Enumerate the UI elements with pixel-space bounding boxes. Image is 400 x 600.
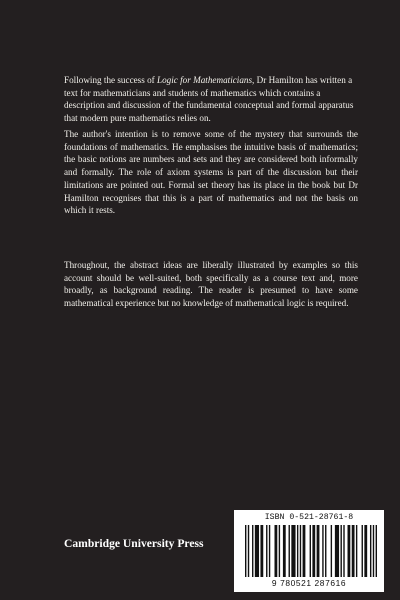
isbn-label: ISBN 0-521-28761-8 (264, 513, 354, 522)
barcode-bar (340, 525, 341, 577)
blurb-intro-text-continued: Dr Hamilton has written a text for mathematicians and students of mathematics which contains a description and discussion of the fundamental conceptual and formal apparatus that modern pure mathematics relies on. (64, 75, 354, 124)
barcode-bar (289, 525, 290, 577)
barcode-bar (325, 525, 326, 577)
barcode-bar (248, 525, 249, 577)
blurb-paragraph-intention: The author's intention is to remove some of the mystery that surrounds the foundations of mathematics. He emphasises the intuitive basis of mathematics; the basic notions are numbers and sets and they are considered both informally and formally. The role of axiom systems is part of the discussion but their limitations are pointed out. Formal set theory has its place in the book but Dr Hamilton recognises that this is a part of mathematics and not the basis on which it rests. (64, 129, 358, 216)
book-title-reference: Logic for Mathematicians, (157, 75, 255, 85)
barcode-icon (245, 525, 377, 577)
barcode-bar (310, 525, 311, 577)
barcode-bar (252, 525, 253, 577)
barcode-bar (373, 525, 374, 577)
barcode-bar (356, 525, 357, 577)
barcode-bar (269, 525, 270, 577)
barcode-bar (312, 525, 315, 577)
barcode-bar (245, 525, 246, 577)
barcode-bar (362, 525, 363, 577)
barcode-bar (376, 525, 377, 577)
barcode-bar (303, 525, 306, 577)
barcode-bar (291, 525, 295, 577)
barcode-panel (234, 510, 384, 592)
blurb-paragraph-audience: Throughout, the abstract ideas are liberally illustrated by examples so this account should be well-suited, both specifically as a course text and, more broadly, as background reading. The reader is presumed to have some mathematical experience but no knowledge of mathematical logic is required. (64, 260, 358, 309)
barcode-bar (352, 525, 355, 577)
publisher-name: Cambridge University Press (64, 537, 204, 550)
barcode-bar (343, 525, 344, 577)
barcode-bar (297, 525, 298, 577)
barcode-bar (370, 525, 371, 577)
barcode-bar (348, 525, 351, 577)
barcode-bar (317, 525, 320, 577)
barcode-bar (274, 525, 277, 577)
barcode-bar (260, 525, 263, 577)
barcode-bar (335, 525, 339, 577)
blurb-intro-text: Following the success of (64, 75, 158, 85)
barcode-digits: 9 780521 287616 (271, 578, 347, 588)
barcode-bar (331, 525, 332, 577)
barcode-bar (300, 525, 301, 577)
barcode-bar (255, 525, 259, 577)
barcode-bar (279, 525, 280, 577)
barcode-bar (283, 525, 286, 577)
barcode-bar (322, 525, 323, 577)
barcode-bar (266, 525, 267, 577)
barcode-bar (364, 525, 367, 577)
blurb-paragraph-intro (64, 74, 358, 125)
